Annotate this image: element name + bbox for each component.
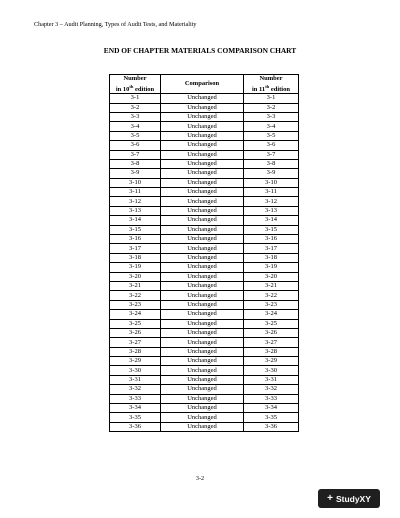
header-col2-label: Comparison [184,80,220,88]
header-col1-line1: Number [123,75,147,82]
cell-11th-edition-number: 3-30 [244,366,299,375]
cell-10th-edition-number: 3-14 [110,216,161,225]
cell-comparison: Unchanged [161,244,244,253]
table-row [110,366,299,375]
cell-comparison: Unchanged [161,188,244,197]
cell-10th-edition-number: 3-32 [110,385,161,394]
cell-10th-edition-number: 3-27 [110,338,161,347]
cell-11th-edition-number: 3-16 [244,235,299,244]
cell-11th-edition-number: 3-22 [244,291,299,300]
cell-10th-edition-number: 3-8 [110,159,161,168]
cell-comparison: Unchanged [161,159,244,168]
cell-comparison: Unchanged [161,150,244,159]
table-row [110,178,299,187]
plus-icon: + [327,492,333,504]
cell-comparison: Unchanged [161,197,244,206]
header-col3-line2-prefix: in 11 [252,85,266,93]
cell-10th-edition-number: 3-24 [110,310,161,319]
page-number: 3-2 [195,475,205,482]
cell-11th-edition-number: 3-5 [244,131,299,140]
table-row [110,319,299,328]
cell-comparison: Unchanged [161,178,244,187]
cell-10th-edition-number: 3-25 [110,319,161,328]
studyxy-badge[interactable] [318,489,380,508]
cell-11th-edition-number: 3-7 [244,150,299,159]
cell-comparison: Unchanged [161,281,244,290]
cell-comparison: Unchanged [161,272,244,281]
table-row [110,272,299,281]
cell-10th-edition-number: 3-5 [110,131,161,140]
header-col3-line2-suffix: edition [269,85,290,93]
cell-11th-edition-number: 3-27 [244,338,299,347]
table-row [110,122,299,131]
table-row [110,291,299,300]
cell-10th-edition-number: 3-20 [110,272,161,281]
cell-comparison: Unchanged [161,394,244,403]
cell-11th-edition-number: 3-24 [244,310,299,319]
table-row [110,150,299,159]
cell-10th-edition-number: 3-35 [110,413,161,422]
cell-comparison: Unchanged [161,169,244,178]
header-comparison [161,75,244,94]
cell-comparison: Unchanged [161,112,244,121]
cell-11th-edition-number: 3-1 [244,94,299,103]
cell-10th-edition-number: 3-12 [110,197,161,206]
cell-11th-edition-number: 3-23 [244,300,299,309]
table-row [110,281,299,290]
table-header-row [110,75,299,94]
cell-comparison: Unchanged [161,375,244,384]
cell-10th-edition-number: 3-9 [110,169,161,178]
cell-11th-edition-number: 3-18 [244,253,299,262]
cell-10th-edition-number: 3-17 [110,244,161,253]
table-row [110,300,299,309]
table-row [110,357,299,366]
cell-10th-edition-number: 3-2 [110,103,161,112]
table-row [110,347,299,356]
cell-11th-edition-number: 3-21 [244,281,299,290]
cell-comparison: Unchanged [161,141,244,150]
cell-comparison: Unchanged [161,122,244,131]
table-row [110,103,299,112]
cell-10th-edition-number: 3-36 [110,422,161,431]
table-row [110,404,299,413]
table-row [110,216,299,225]
cell-11th-edition-number: 3-4 [244,122,299,131]
cell-10th-edition-number: 3-26 [110,328,161,337]
cell-comparison: Unchanged [161,291,244,300]
cell-11th-edition-number: 3-9 [244,169,299,178]
cell-10th-edition-number: 3-16 [110,235,161,244]
table-row [110,413,299,422]
cell-11th-edition-number: 3-6 [244,141,299,150]
cell-10th-edition-number: 3-11 [110,188,161,197]
cell-comparison: Unchanged [161,94,244,103]
table-row [110,235,299,244]
table-row [110,141,299,150]
cell-11th-edition-number: 3-3 [244,112,299,121]
cell-10th-edition-number: 3-21 [110,281,161,290]
cell-10th-edition-number: 3-23 [110,300,161,309]
table-row [110,422,299,431]
table-row [110,338,299,347]
header-col1-sup: th [129,83,134,89]
cell-11th-edition-number: 3-33 [244,394,299,403]
table-row [110,131,299,140]
cell-10th-edition-number: 3-19 [110,263,161,272]
table-row [110,159,299,168]
cell-comparison: Unchanged [161,404,244,413]
table-body [110,94,299,432]
cell-10th-edition-number: 3-28 [110,347,161,356]
cell-10th-edition-number: 3-22 [110,291,161,300]
cell-11th-edition-number: 3-17 [244,244,299,253]
header-number-10th-edition [110,75,161,94]
cell-11th-edition-number: 3-28 [244,347,299,356]
table-row [110,112,299,121]
cell-comparison: Unchanged [161,225,244,234]
table-row [110,188,299,197]
cell-10th-edition-number: 3-18 [110,253,161,262]
cell-comparison: Unchanged [161,366,244,375]
table-row [110,225,299,234]
cell-11th-edition-number: 3-12 [244,197,299,206]
table-row [110,310,299,319]
table-row [110,197,299,206]
cell-comparison: Unchanged [161,131,244,140]
cell-comparison: Unchanged [161,319,244,328]
cell-11th-edition-number: 3-31 [244,375,299,384]
cell-11th-edition-number: 3-11 [244,188,299,197]
cell-10th-edition-number: 3-6 [110,141,161,150]
cell-11th-edition-number: 3-13 [244,206,299,215]
cell-comparison: Unchanged [161,216,244,225]
cell-comparison: Unchanged [161,347,244,356]
header-number-11th-edition [244,75,299,94]
table-row [110,94,299,103]
cell-comparison: Unchanged [161,103,244,112]
header-col3-line1: Number [259,75,283,82]
cell-comparison: Unchanged [161,357,244,366]
table-row [110,394,299,403]
cell-10th-edition-number: 3-31 [110,375,161,384]
cell-10th-edition-number: 3-1 [110,94,161,103]
cell-11th-edition-number: 3-14 [244,216,299,225]
cell-10th-edition-number: 3-34 [110,404,161,413]
cell-10th-edition-number: 3-15 [110,225,161,234]
cell-11th-edition-number: 3-35 [244,413,299,422]
cell-11th-edition-number: 3-36 [244,422,299,431]
cell-11th-edition-number: 3-34 [244,404,299,413]
header-col1-line2-prefix: in 10 [115,85,130,93]
cell-comparison: Unchanged [161,300,244,309]
cell-10th-edition-number: 3-30 [110,366,161,375]
cell-comparison: Unchanged [161,385,244,394]
badge-label: StudyXY [335,493,371,504]
cell-comparison: Unchanged [161,263,244,272]
cell-10th-edition-number: 3-3 [110,112,161,121]
table-row [110,253,299,262]
cell-11th-edition-number: 3-19 [244,263,299,272]
cell-comparison: Unchanged [161,413,244,422]
cell-11th-edition-number: 3-26 [244,328,299,337]
header-col1-line2-suffix: edition [133,85,155,93]
header-col3-sup: th [265,83,270,89]
cell-11th-edition-number: 3-2 [244,103,299,112]
running-head: Chapter 3 – Audit Planning, Types of Audit Tests, and Materiality [34,21,197,28]
table-row [110,328,299,337]
cell-comparison: Unchanged [161,338,244,347]
table-row [110,263,299,272]
cell-comparison: Unchanged [161,310,244,319]
cell-10th-edition-number: 3-10 [110,178,161,187]
cell-comparison: Unchanged [161,235,244,244]
cell-10th-edition-number: 3-7 [110,150,161,159]
table-row [110,169,299,178]
page-title: END OF CHAPTER MATERIALS COMPARISON CHART [103,46,297,55]
cell-11th-edition-number: 3-32 [244,385,299,394]
cell-11th-edition-number: 3-10 [244,178,299,187]
cell-comparison: Unchanged [161,206,244,215]
cell-11th-edition-number: 3-15 [244,225,299,234]
cell-comparison: Unchanged [161,253,244,262]
table-row [110,375,299,384]
table-row [110,385,299,394]
cell-comparison: Unchanged [161,328,244,337]
table-row [110,244,299,253]
cell-10th-edition-number: 3-33 [110,394,161,403]
table-row [110,206,299,215]
cell-10th-edition-number: 3-4 [110,122,161,131]
cell-10th-edition-number: 3-29 [110,357,161,366]
comparison-table [109,74,299,432]
cell-comparison: Unchanged [161,422,244,431]
cell-11th-edition-number: 3-25 [244,319,299,328]
cell-11th-edition-number: 3-20 [244,272,299,281]
cell-11th-edition-number: 3-8 [244,159,299,168]
cell-10th-edition-number: 3-13 [110,206,161,215]
cell-11th-edition-number: 3-29 [244,357,299,366]
